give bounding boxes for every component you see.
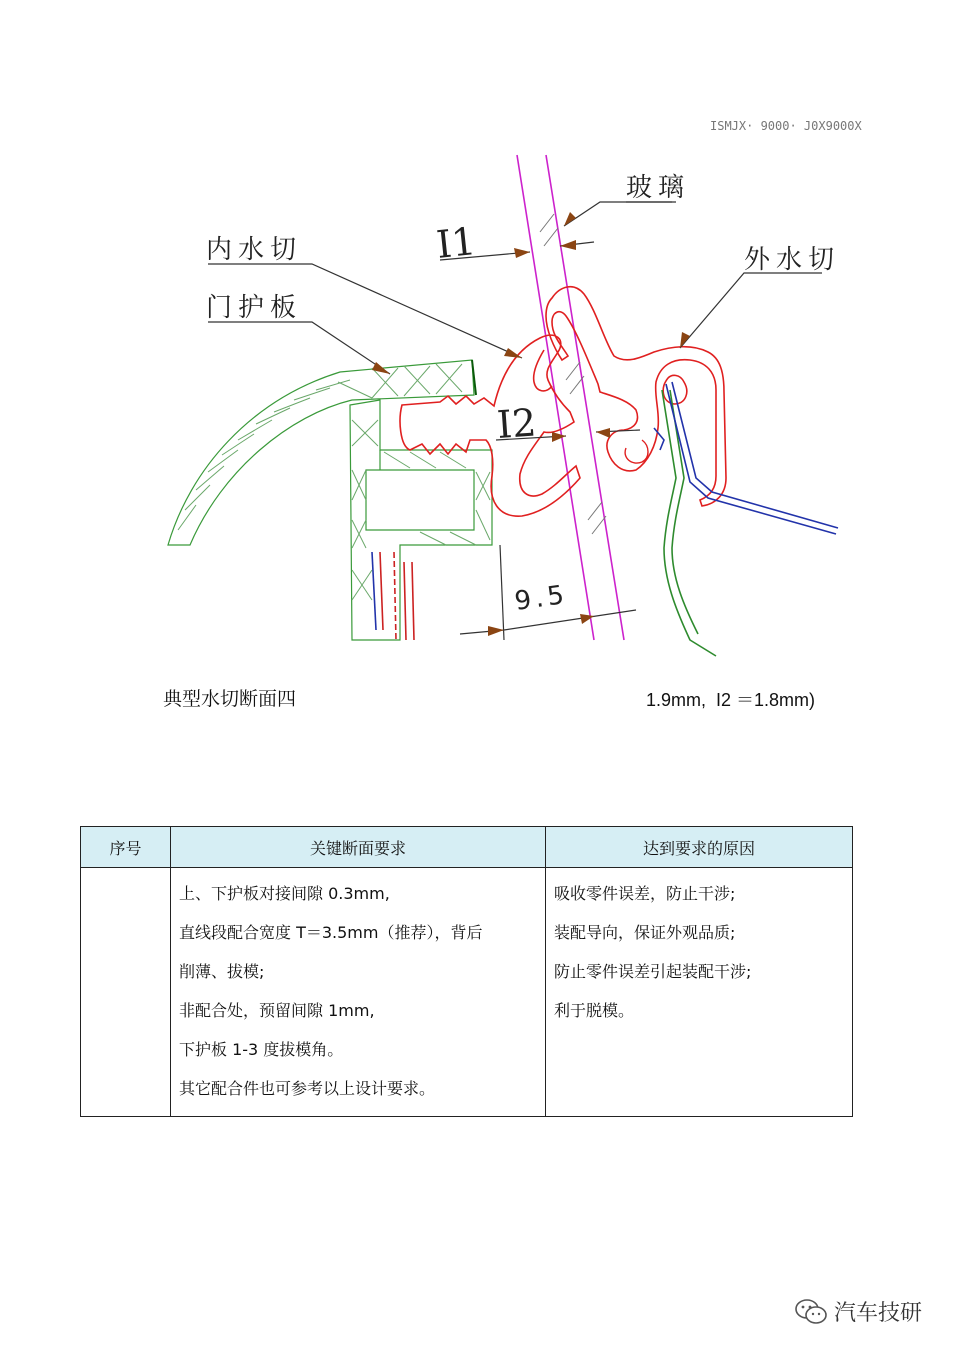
- label-inner-seal: 内水切: [206, 235, 303, 265]
- label-dimension-9-5: 9.5: [512, 579, 570, 617]
- label-glass: 玻璃: [626, 173, 691, 203]
- cell-requirements: [171, 868, 546, 1117]
- cell-index: [81, 868, 171, 1117]
- cell-reasons: [546, 868, 853, 1117]
- header-fragment: ISMJX· 9000· J0X9000X: [710, 119, 862, 133]
- requirement-item: 其它配合件也可参考以上设计要求。: [179, 1079, 436, 1098]
- requirement-item: 非配合处，预留间隙 1mm,: [179, 1001, 375, 1020]
- section-caption-title: 典型水切断面四: [163, 688, 297, 710]
- header-reasons: 达到要求的原因: [546, 827, 853, 868]
- table-row: [81, 868, 853, 1117]
- header-index: 序号: [81, 827, 171, 868]
- requirement-item: 削薄、拔模;: [179, 962, 265, 981]
- outer-seal-lower-lip: [625, 440, 648, 463]
- label-outer-seal: 外水切: [744, 245, 841, 275]
- glass-pane: [517, 155, 624, 640]
- section-caption-values: 1.9mm, I2 ＝1.8mm): [646, 690, 816, 710]
- reason-item: 防止零件误差引起装配干涉;: [554, 962, 752, 981]
- reason-item: 装配导向，保证外观品质;: [554, 923, 736, 942]
- header-requirements: 关键断面要求: [171, 827, 546, 868]
- reason-item: 利于脱模。: [554, 1001, 635, 1020]
- inner-sheet-metal: [372, 552, 414, 640]
- watermark-text: 汽车技研: [834, 1301, 923, 1326]
- inner-water-seal: [400, 335, 580, 516]
- label-i1: I1: [434, 219, 478, 267]
- requirements-table: [80, 826, 853, 1117]
- label-door-trim: 门护板: [206, 293, 303, 323]
- label-i2: I2: [495, 400, 538, 447]
- reason-item: 吸收零件误差，防止干涉;: [554, 884, 736, 903]
- requirement-item: 直线段配合宽度 T＝3.5mm（推荐），背后: [179, 923, 483, 942]
- wechat-icon: [794, 1298, 828, 1326]
- outer-door-panel: [654, 382, 838, 656]
- requirement-item: 下护板 1-3 度拔模角。: [179, 1040, 344, 1059]
- door-trim-panel: [168, 360, 492, 640]
- table-header-row: [81, 827, 853, 868]
- requirement-item: 上、下护板对接间隙 0.3mm,: [179, 884, 390, 903]
- watermark: [794, 1296, 922, 1327]
